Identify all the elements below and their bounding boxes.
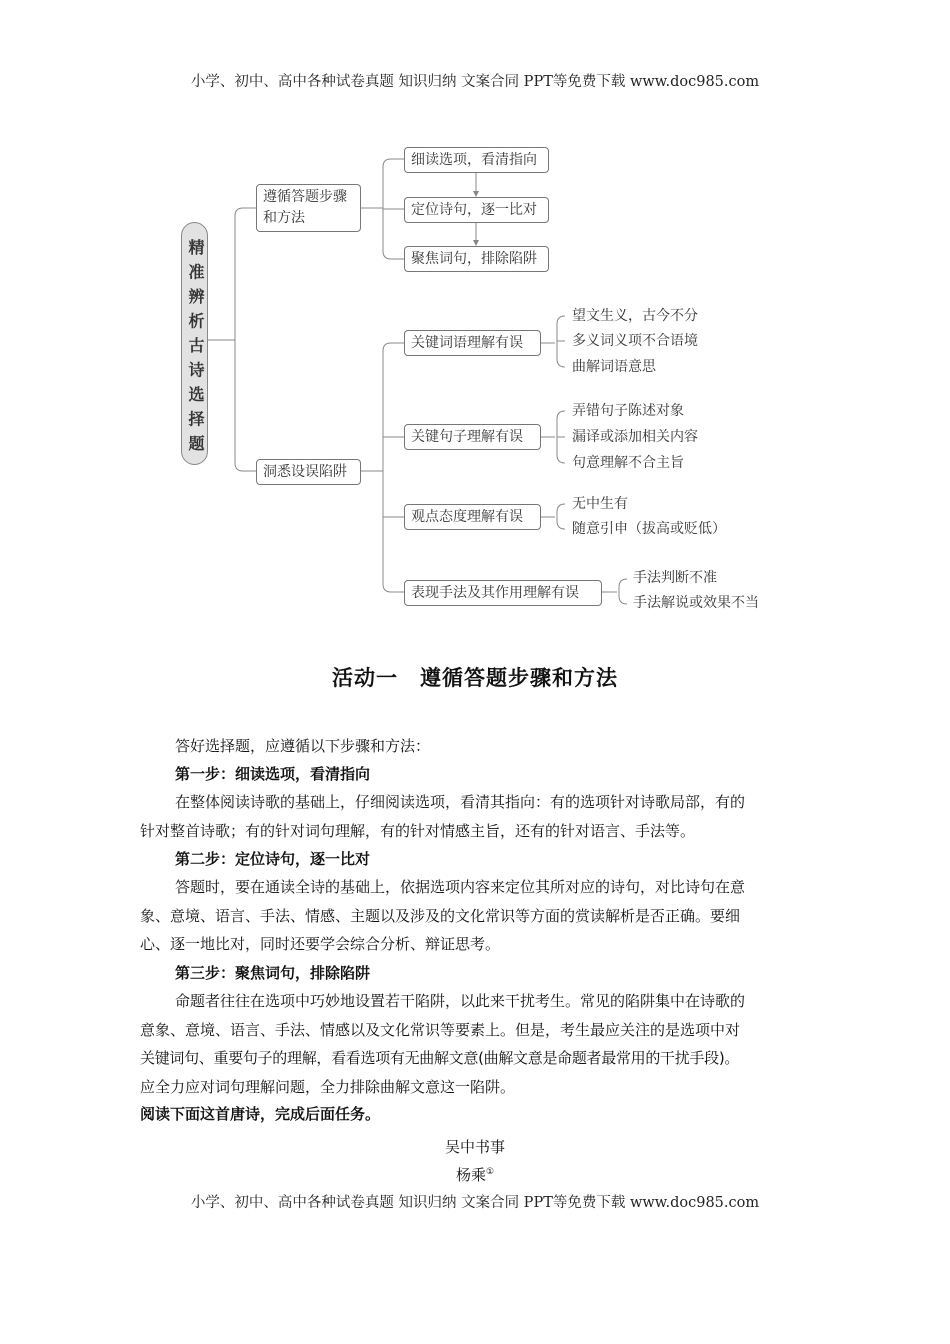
trap-item: 手法解说或效果不当 — [633, 595, 759, 611]
poem-title: 吴中书事 — [444, 1138, 505, 1156]
step-heading: 第三步：聚焦词句，排除陷阱 — [175, 964, 371, 982]
trap-category: 表现手法及其作用理解有误 — [404, 580, 602, 606]
trap-item: 多义词义项不合语境 — [572, 333, 698, 349]
diagram-connectors — [0, 0, 950, 640]
trap-item: 曲解词语意思 — [572, 359, 656, 375]
paragraph-line: 象、意境、语言、手法、情感、主题以及涉及的文化常识等方面的赏读解析是否正确。要细 — [140, 907, 741, 925]
paragraph-line: 针对整首诗歌；有的针对词句理解，有的针对情感主旨，还有的针对语言、手法等。 — [140, 822, 696, 840]
branch-label: 和方法 — [263, 210, 305, 226]
reading-instruction: 阅读下面这首唐诗，完成后面任务。 — [140, 1105, 381, 1123]
trap-item: 望文生义，古今不分 — [572, 308, 698, 324]
footnote-mark: ① — [485, 1167, 495, 1177]
trap-item: 随意引申（拔高或贬低） — [572, 521, 726, 537]
trap-item: 弄错句子陈述对象 — [572, 403, 684, 419]
section-title: 活动一 遵循答题步骤和方法 — [332, 666, 618, 690]
branch-follow-steps — [256, 184, 361, 232]
step-heading: 第一步：细读选项，看清指向 — [175, 765, 371, 783]
trap-category: 关键词语理解有误 — [404, 330, 541, 356]
trap-item: 句意理解不合主旨 — [572, 455, 684, 471]
step-node: 聚焦词句，排除陷阱 — [404, 246, 549, 272]
trap-item: 无中生有 — [572, 496, 628, 512]
author-name: 杨乘 — [455, 1166, 486, 1184]
branch-label: 遵循答题步骤 — [263, 189, 347, 205]
paragraph-line: 命题者往往在选项中巧妙地设置若干陷阱，以此来干扰考生。常见的陷阱集中在诗歌的 — [175, 992, 746, 1010]
poem-author — [0, 1164, 950, 1185]
paragraph-line: 心、逐一地比对，同时还要学会综合分析、辩证思考。 — [140, 935, 501, 953]
paragraph-line: 关键词句、重要句子的理解，看看选项有无曲解文意(曲解文意是命题者最常用的干扰手段)。 — [140, 1049, 740, 1067]
paragraph-line: 应全力应对词句理解问题，全力排除曲解文意这一陷阱。 — [140, 1078, 516, 1096]
paragraph-line: 在整体阅读诗歌的基础上，仔细阅读选项，看清其指向：有的选项针对诗歌局部，有的 — [175, 793, 746, 811]
step-node: 细读选项，看清指向 — [404, 147, 549, 173]
trap-category: 观点态度理解有误 — [404, 504, 541, 530]
page-header: 小学、初中、高中各种试卷真题 知识归纳 文案合同 PPT等免费下载 www.doc985.com — [190, 74, 760, 90]
paragraph-line: 意象、意境、语言、手法、情感以及文化常识等要素上。但是，考生最应关注的是选项中对 — [140, 1021, 741, 1039]
trap-category: 关键句子理解有误 — [404, 424, 541, 450]
branch-traps: 洞悉设误陷阱 — [256, 459, 361, 485]
trap-item: 手法判断不准 — [633, 570, 717, 586]
paragraph-line: 答好选择题，应遵循以下步骤和方法： — [175, 737, 431, 755]
trap-item: 漏译或添加相关内容 — [572, 429, 698, 445]
step-heading: 第二步：定位诗句，逐一比对 — [175, 850, 371, 868]
step-node: 定位诗句，逐一比对 — [404, 197, 549, 223]
page-footer: 小学、初中、高中各种试卷真题 知识归纳 文案合同 PPT等免费下载 www.doc985.com — [190, 1195, 760, 1211]
root-node: 精准辨析古诗选择题 — [181, 222, 208, 465]
paragraph-line: 答题时，要在通读全诗的基础上，依据选项内容来定位其所对应的诗句，对比诗句在意 — [175, 878, 746, 896]
